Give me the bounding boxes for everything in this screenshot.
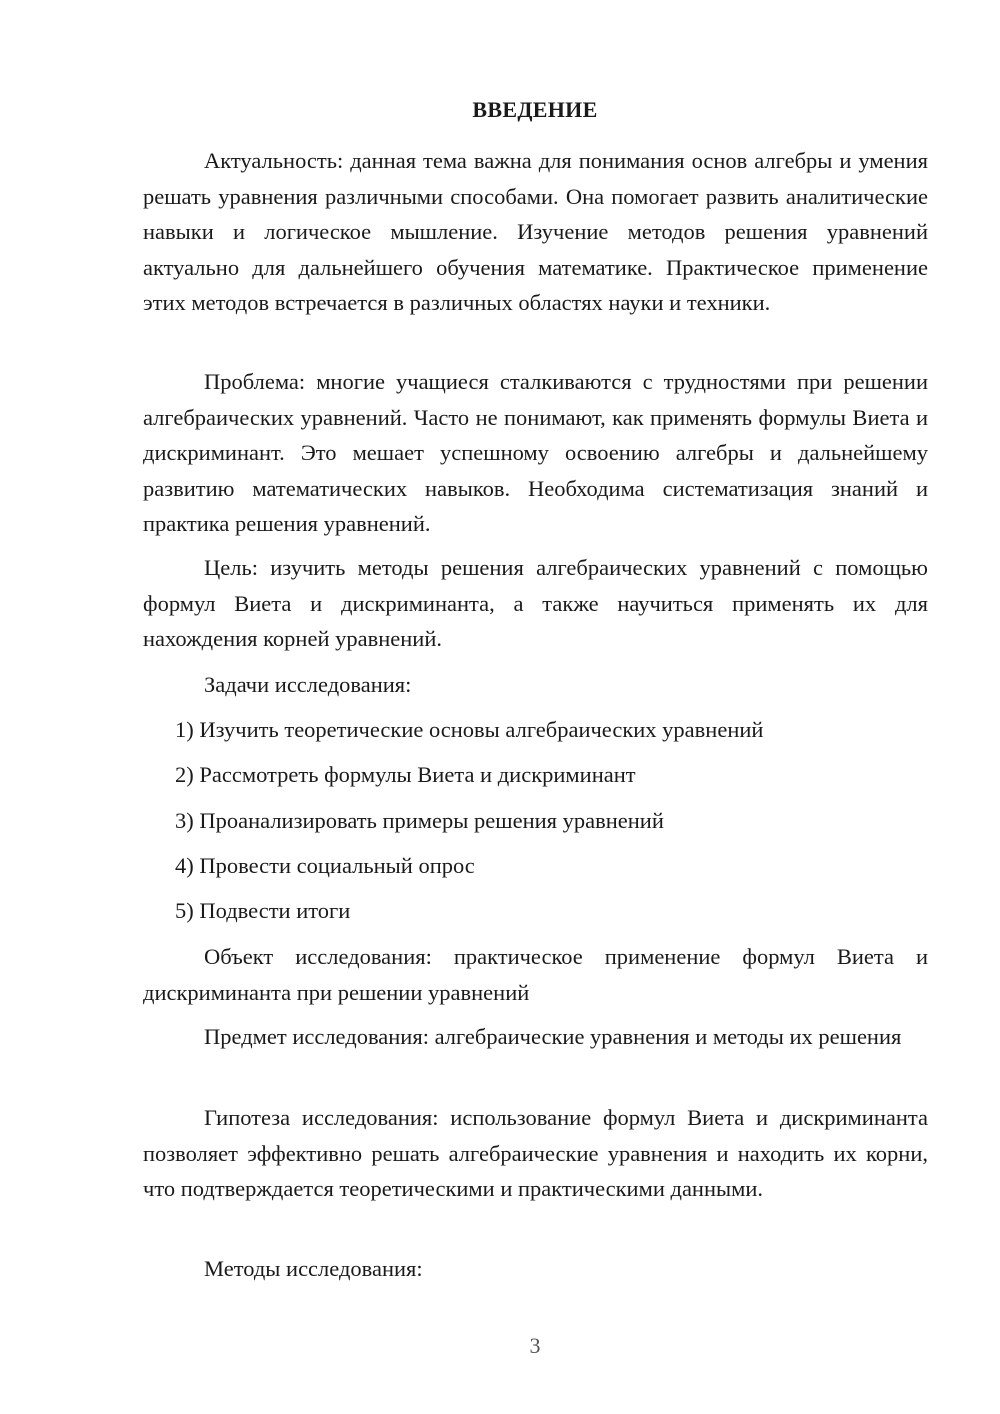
- problem-paragraph: Проблема: многие учащиеся сталкиваются с трудностями при решении алгебраических уравнений. Часто не понимают, как применять формулы Виета и дискриминант. Это мешает успешному освоению алгебры и дальнейшему развитию математических навыков. Необходима систематизация знаний и практика решения уравнений.: [143, 369, 928, 536]
- goal-paragraph: Цель: изучить методы решения алгебраических уравнений с помощью формул Виета и дискриминанта, а также научиться применять их для нахождения корней уравнений.: [143, 555, 928, 651]
- tasks-heading: Задачи исследования:: [204, 672, 412, 697]
- hypothesis-paragraph: Гипотеза исследования: использование формул Виета и дискриминанта позволяет эффективно решать алгебраические уравнения и находить их корни, что подтверждается теоретическими и практическими данными.: [143, 1105, 928, 1201]
- task-item: 4) Провести социальный опрос: [175, 853, 475, 878]
- relevance-paragraph: Актуальность: данная тема важна для понимания основ алгебры и умения решать уравнения различными способами. Она помогает развить аналитические навыки и логическое мышление. Изучение методов решения уравнений актуально для дальнейшего обучения математике. Практическое применение этих методов встречается в различных областях науки и техники.: [143, 148, 928, 315]
- task-item: 3) Проанализировать примеры решения уравнений: [175, 808, 664, 833]
- page-number: 3: [529, 1333, 541, 1358]
- subject-paragraph: Предмет исследования: алгебраические уравнения и методы их решения: [204, 1024, 902, 1049]
- methods-heading: Методы исследования:: [204, 1256, 423, 1281]
- task-item: 2) Рассмотреть формулы Виета и дискриминант: [175, 762, 636, 787]
- object-paragraph: Объект исследования: практическое применение формул Виета и дискриминанта при решении уравнений: [143, 944, 928, 1005]
- task-item: 5) Подвести итоги: [175, 898, 351, 923]
- task-item: 1) Изучить теоретические основы алгебраических уравнений: [175, 717, 764, 742]
- section-heading: ВВЕДЕНИЕ: [472, 97, 598, 122]
